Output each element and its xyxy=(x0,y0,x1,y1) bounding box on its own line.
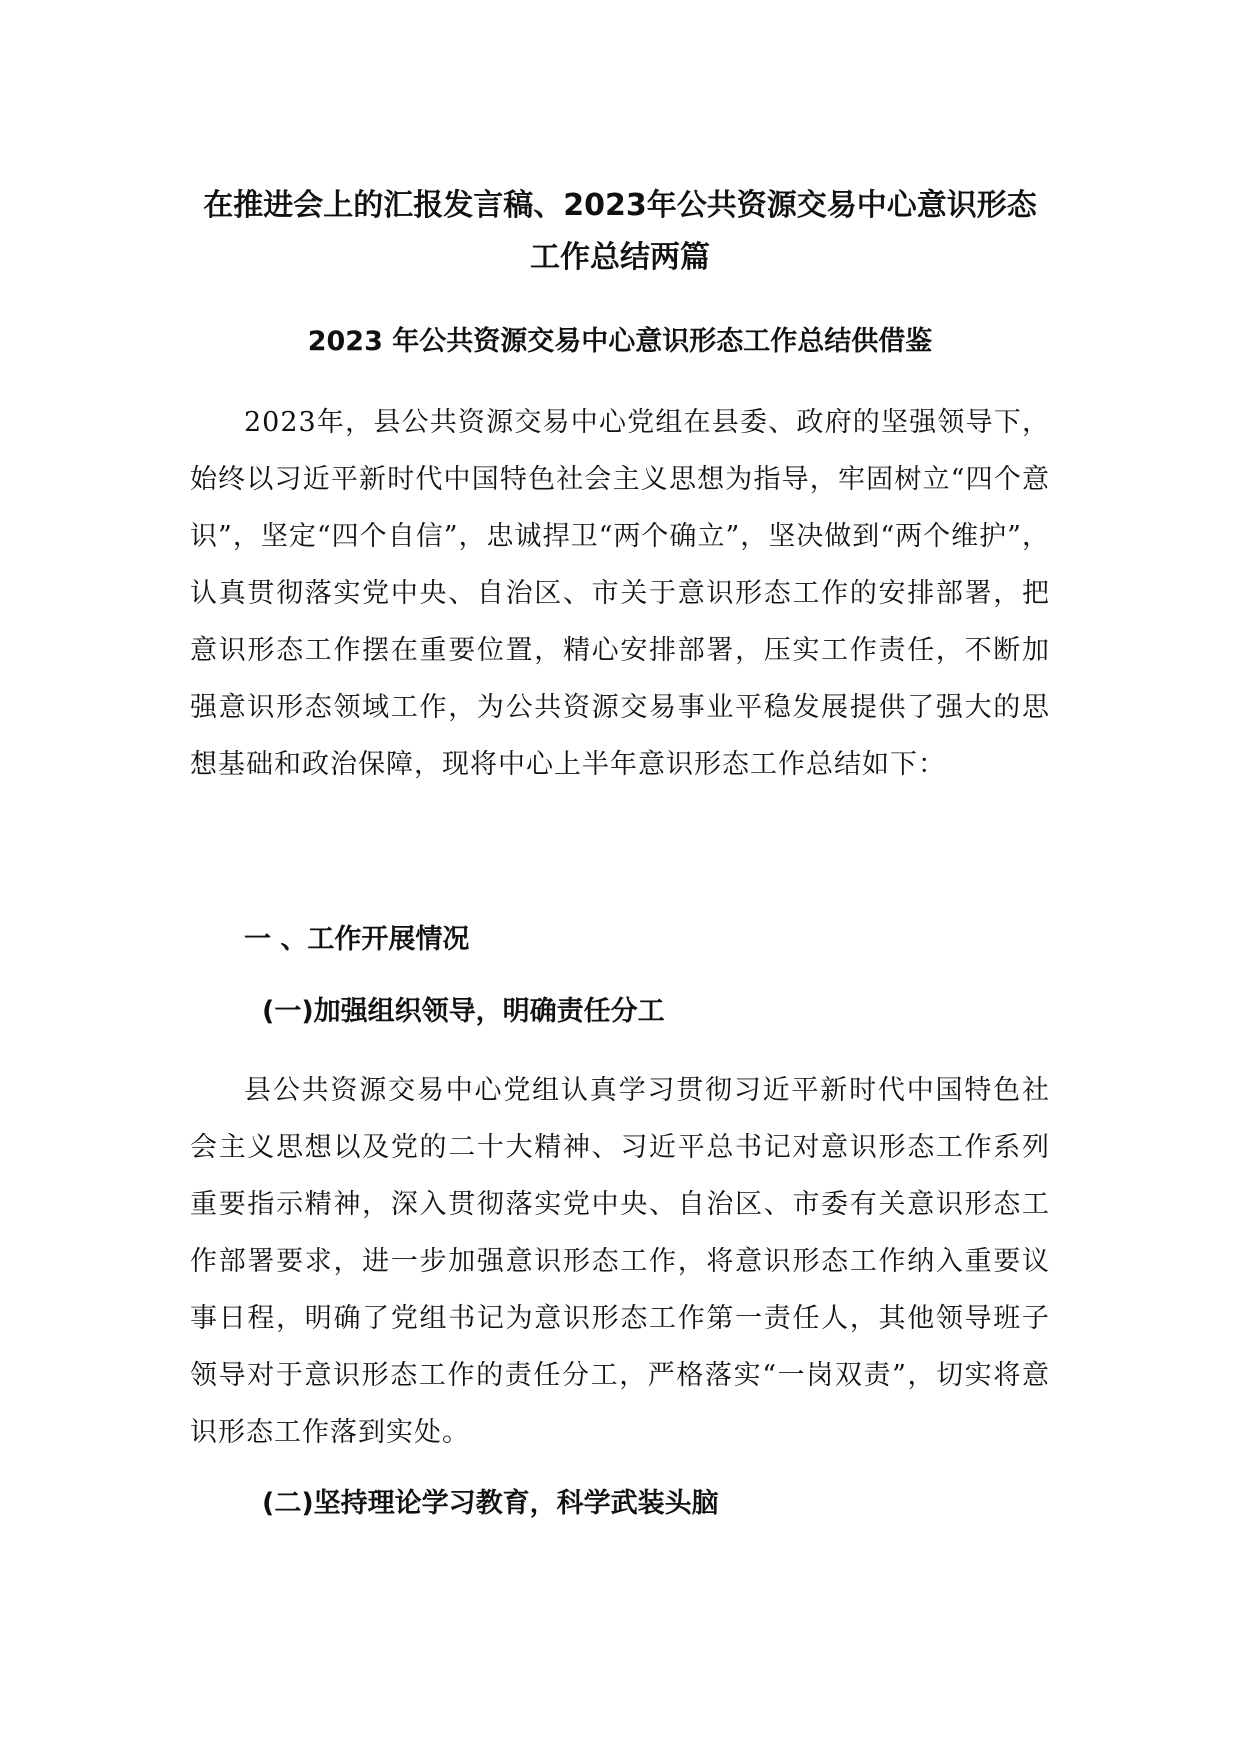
subsection-heading-organization: (一)加强组织领导，明确责任分工 xyxy=(262,996,665,1027)
intro-paragraph: 2023年，县公共资源交易中心党组在县委、政府的坚强领导下，始终以习近平新时代中国特色社会主义思想为指导，牢固树立“四个意识”，坚定“四个自信”，忠诚捍卫“两个确立”，坚决做到“两个维护”，认真贯彻落实党中央、自治区、市关于意识形态工作的安排部署，把意识形态工作摆在重要位置，精心安排部署，压实工作责任，不断加强意识形态领域工作，为公共资源交易事业平稳发展提供了强大的思想基础和政治保障，现将中心上半年意识形态工作总结如下： xyxy=(190,407,1050,780)
subsection-heading-theory-study: (二)坚持理论学习教育，科学武装头脑 xyxy=(262,1488,719,1519)
document-title: 在推进会上的汇报发言稿、2023年公共资源交易中心意识形态工作总结两篇 xyxy=(203,188,1037,275)
section-heading-work-status: 一 、工作开展情况 xyxy=(244,924,470,955)
organization-paragraph: 县公共资源交易中心党组认真学习贯彻习近平新时代中国特色社会主义思想以及党的二十大精神、习近平总书记对意识形态工作系列重要指示精神，深入贯彻落实党中央、自治区、市委有关意识形态工作部署要求，进一步加强意识形态工作，将意识形态工作纳入重要议事日程，明确了党组书记为意识形态工作第一责任人，其他领导班子领导对于意识形态工作的责任分工，严格落实“一岗双责”，切实将意识形态工作落到实处。 xyxy=(190,1075,1050,1448)
document-subtitle: 2023 年公共资源交易中心意识形态工作总结供借鉴 xyxy=(307,326,933,357)
